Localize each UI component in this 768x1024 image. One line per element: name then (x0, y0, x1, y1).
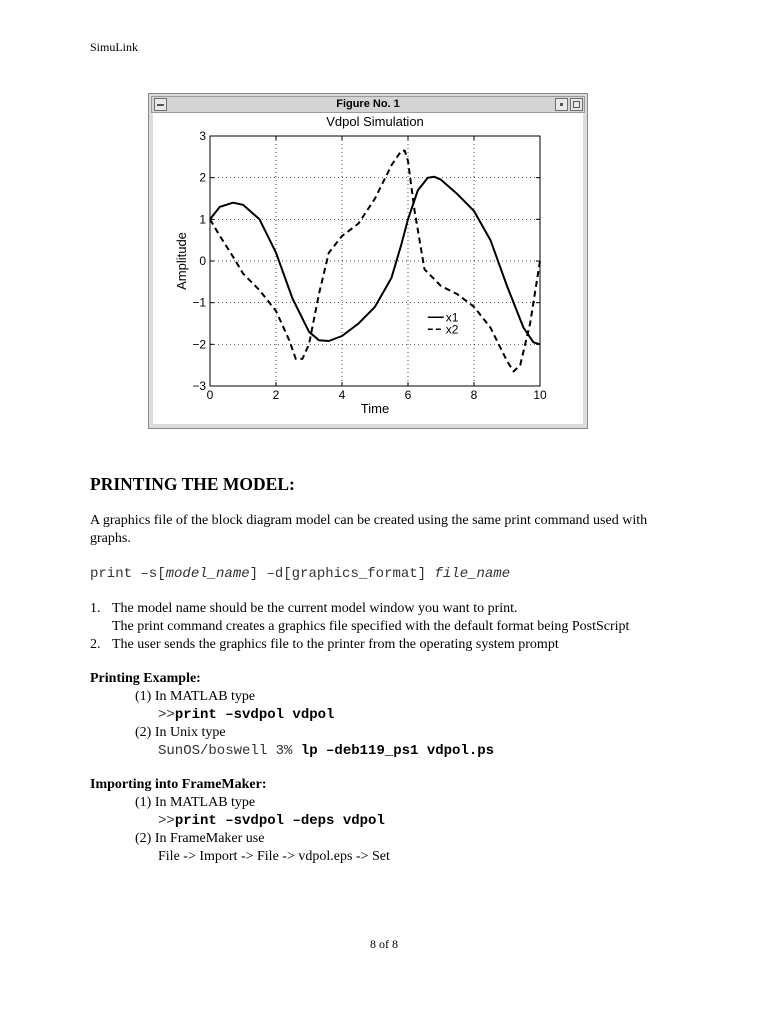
importing-framemaker (90, 776, 390, 866)
legend-label-x2: x2 (445, 322, 459, 337)
section-title: PRINTING THE MODEL: (90, 474, 295, 494)
command-text: print –svdpol –deps vdpol (174, 813, 385, 829)
page-footer: 8 of 8 (370, 937, 398, 951)
print-command-syntax (90, 566, 510, 582)
y-tick-label: −1 (192, 295, 206, 310)
maximize-button[interactable] (570, 98, 583, 111)
list-item-text: The print command creates a graphics file specified with the default format being PostScript (112, 619, 630, 634)
x-tick-label: 0 (206, 388, 214, 402)
list-item-number: 2. (90, 637, 101, 652)
figure-window-title: Figure No. 1 (336, 98, 400, 110)
figure-window (148, 93, 588, 429)
y-tick-label: −3 (192, 379, 206, 393)
y-tick-label: 2 (199, 170, 206, 185)
command-text: print –svdpol vdpol (174, 707, 335, 723)
steps-list (90, 600, 629, 654)
list-item (90, 636, 629, 654)
importing-path: File -> Import -> File -> vdpol.eps -> Set (158, 849, 390, 864)
minimize-icon (560, 103, 563, 106)
y-tick-label: 0 (199, 254, 206, 268)
printing-example-title: Printing Example: (90, 671, 201, 686)
legend-label-x1: x1 (445, 310, 459, 325)
x-tick-label: 10 (533, 388, 547, 402)
x-tick-label: 6 (404, 388, 412, 402)
printing-example (90, 670, 494, 760)
maximize-icon (573, 101, 580, 108)
command-prefix: print –s[ (90, 566, 166, 582)
printing-step-1: (1) In MATLAB type (135, 689, 256, 704)
vdpol-chart (153, 113, 583, 424)
command-mid: ] –d[graphics_format] (249, 566, 435, 582)
y-tick-label: 1 (199, 212, 206, 227)
chart-title: Vdpol Simulation (326, 114, 424, 129)
minimize-button[interactable] (555, 98, 568, 111)
command-text: lp –deb119_ps1 vdpol.ps (300, 743, 495, 759)
importing-step-2: (2) In FrameMaker use (135, 831, 265, 846)
list-item (90, 600, 629, 618)
list-item-text: The model name should be the current model window you want to print. (112, 601, 518, 616)
y-tick-label: 3 (199, 129, 206, 143)
printing-command-2 (158, 742, 494, 760)
y-axis-label: Amplitude (174, 232, 189, 290)
figure-titlebar (151, 96, 585, 113)
printing-command-1 (158, 706, 494, 724)
printing-step-2: (2) In Unix type (135, 725, 226, 740)
page-header: SimuLink (90, 40, 139, 54)
list-item-text: The user sends the graphics file to the printer from the operating system prompt (112, 637, 559, 652)
x-tick-label: 2 (272, 388, 280, 402)
prompt: >> (158, 707, 175, 723)
x-tick-label: 4 (338, 388, 346, 402)
importing-command-1 (158, 812, 390, 830)
prompt: >> (158, 813, 175, 829)
intro-paragraph: A graphics file of the block diagram model can be created using the same print command used with graphs. (90, 513, 648, 546)
command-model-name: model_name (165, 566, 250, 582)
y-tick-label: −2 (192, 337, 206, 352)
figure-canvas (153, 113, 583, 424)
importing-title: Importing into FrameMaker: (90, 777, 267, 792)
list-item (90, 618, 629, 636)
prompt: SunOS/boswell 3% (158, 743, 301, 759)
command-file-name: file_name (434, 566, 511, 582)
importing-step-1: (1) In MATLAB type (135, 795, 256, 810)
series-line-x1 (210, 177, 540, 344)
x-axis-label: Time (360, 401, 390, 416)
list-item-number: 1. (90, 601, 101, 616)
x-tick-label: 8 (470, 388, 478, 402)
